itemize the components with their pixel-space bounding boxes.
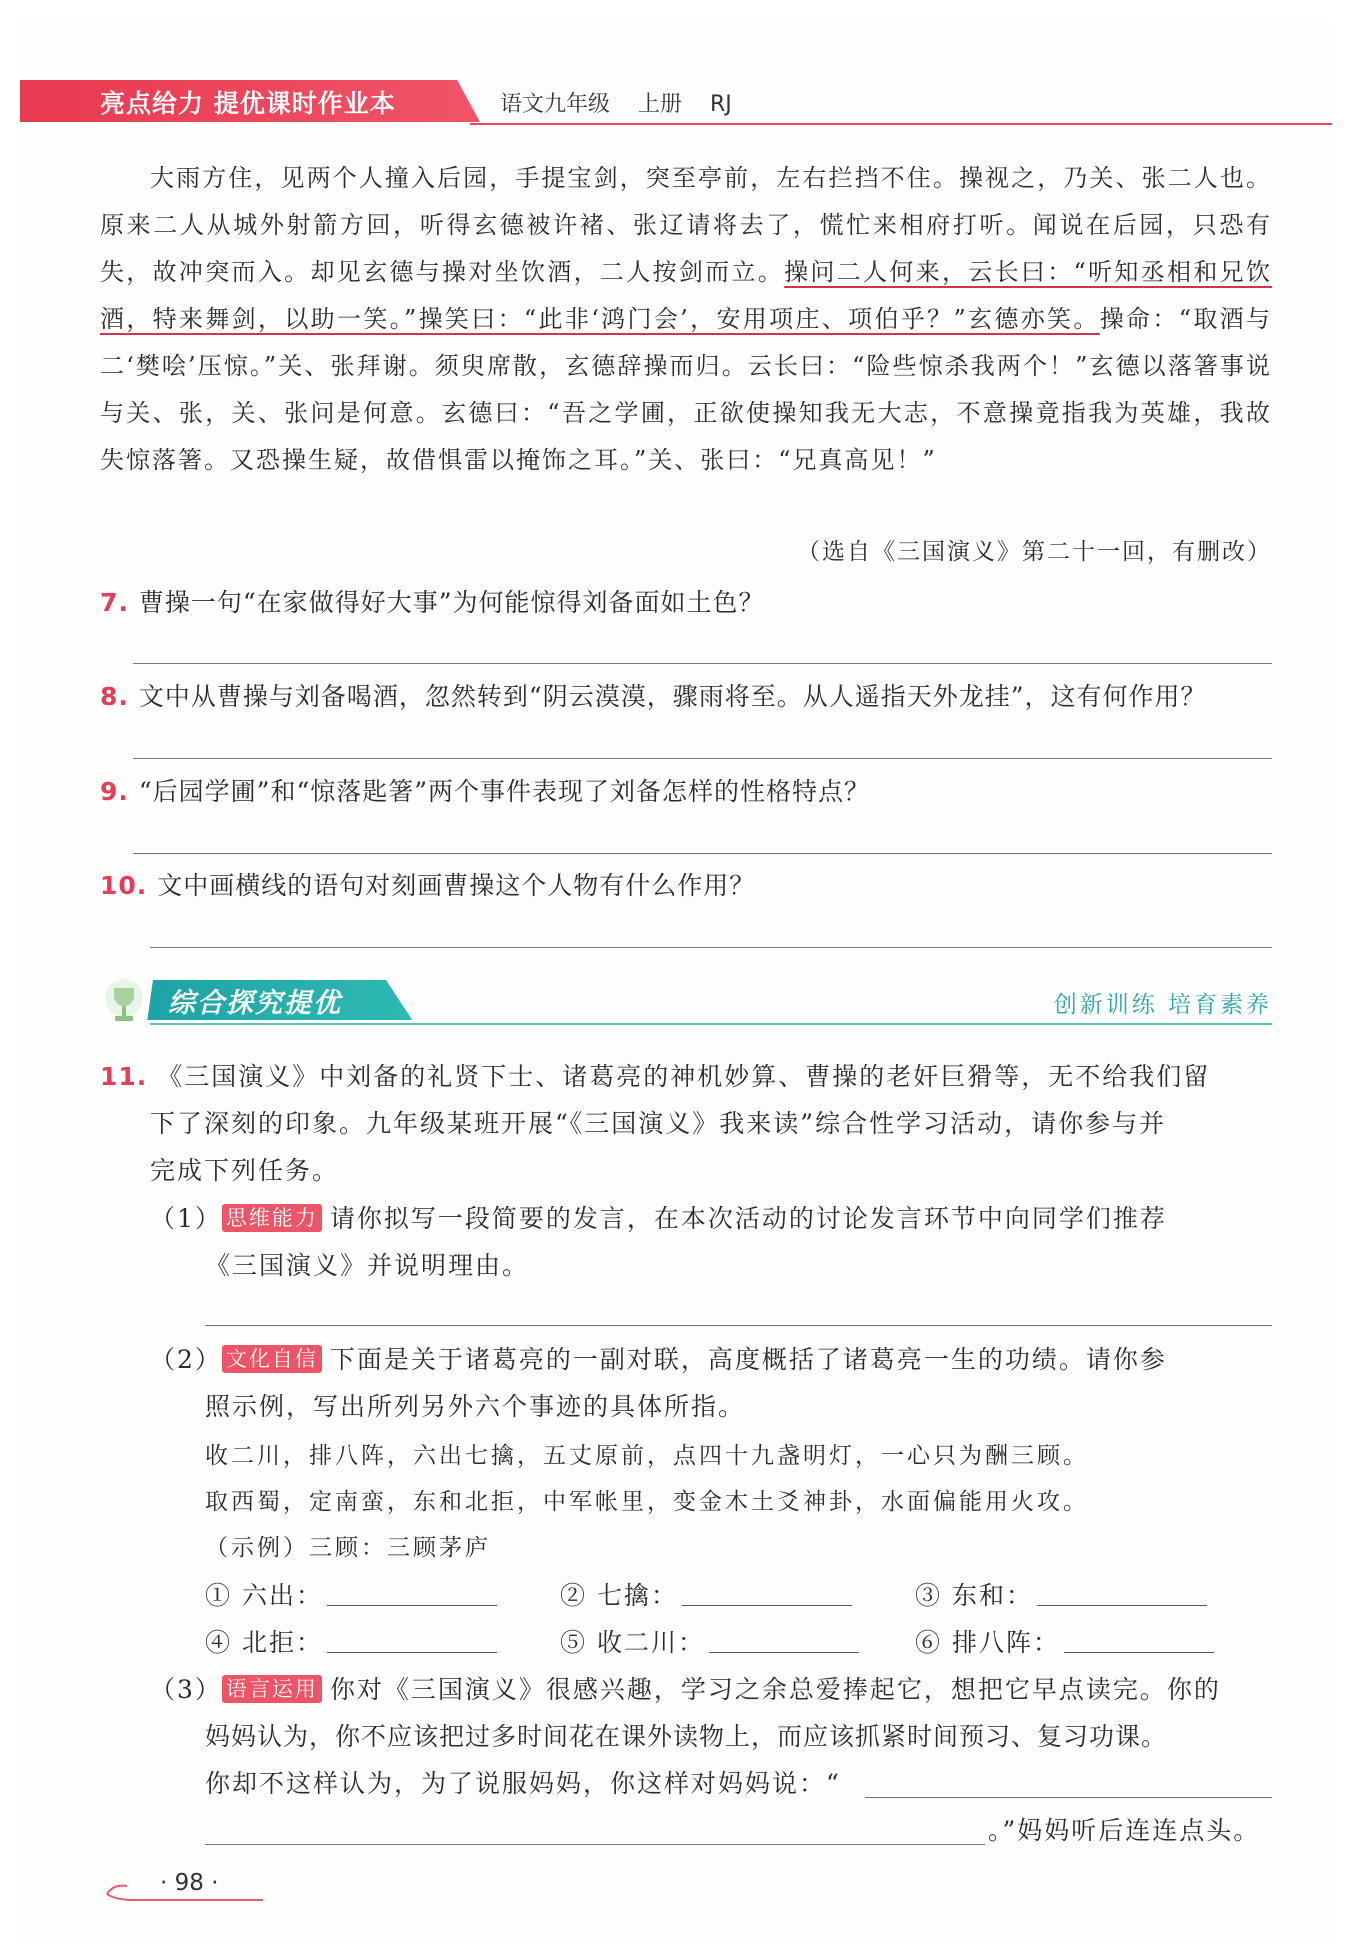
fill-blank[interactable] [682,1583,852,1606]
section-rule [150,1023,1272,1025]
item-2 [560,1576,852,1612]
couplet-line-1: 收二川，排八阵，六出七擒，五丈原前，点四十九盏明灯，一心只为酬三顾。 [205,1443,1089,1469]
item-3 [915,1576,1207,1612]
part-text: 下面是关于诸葛亮的一副对联，高度概括了诸葛亮一生的功绩。请你参 [329,1345,1167,1374]
answer-line-10[interactable] [150,947,1272,948]
skill-tag: 语言运用 [222,1675,322,1703]
answer-line-11-3b[interactable] [205,1844,985,1845]
item-label: ② 七擒： [560,1581,678,1610]
question-11 [100,1057,1210,1093]
passage-text: 大雨方住，见两个人撞入后园，手提宝剑，突至亭前，左右拦挡不住。操视之，乃关、张二人也。原来二人从城外射箭方回，听得玄德被许褚、张辽请将去了，慌忙来相府打听。闻说在后园，只恐有失，故冲突而入。却见玄德与操对坐饮酒，二人按剑而立。 [100,164,1272,286]
passage-text-end: 操命：“取酒与二‘樊哙’压惊。”关、张拜谢。须臾席散，玄德辞操而归。云长曰：“险些惊杀我两个！”玄德以落箸事说与关、张，关、张问是何意。玄德曰：“吾之学圃，正欲使操知我无大志，不意操竟指我为英雄，我故失惊落箸。又恐操生疑，故借惧雷以掩饰之耳。”关、张曰：“兄真高见！” [100,305,1272,474]
answer-line-11-1[interactable] [205,1325,1272,1326]
part-2-line2: 照示例，写出所列另外六个事迹的具体所指。 [205,1392,746,1421]
fill-blank[interactable] [1037,1583,1207,1606]
item-label: ① 六出： [205,1581,323,1610]
passage-source: （选自《三国演义》第二十一回，有删改） [797,539,1272,565]
question-text: 文中从曹操与刘备喝酒，忽然转到“阴云漠漠，骤雨将至。从人遥指天外龙挂”，这有何作用？ [138,682,1207,711]
item-label: ⑥ 排八阵： [915,1628,1060,1657]
question-text: 文中画横线的语句对刻画曹操这个人物有什么作用？ [157,871,756,900]
part-3-line3: 你却不这样认为，为了说服妈妈，你这样对妈妈说：“ [205,1769,841,1798]
item-4 [205,1623,497,1659]
answer-line-9[interactable] [133,853,1272,854]
header-subtitle: 语文九年级 上册 RJ [500,92,732,117]
fill-blank[interactable] [709,1630,859,1653]
question-number: 10. [100,871,148,900]
part-text: 请你拟写一段简要的发言，在本次活动的讨论发言环节中向同学们推荐 [329,1204,1167,1233]
part-label: （1） [150,1204,222,1233]
question-text: 曹操一句“在家做得好大事”为何能惊得刘备面如土色？ [138,588,765,617]
question-7 [100,583,764,619]
couplet-line-2: 取西蜀，定南蛮，东和北拒，中军帐里，变金木土爻神卦，水面偏能用火攻。 [205,1489,1089,1515]
section-slogan: 创新训练 培育素养 [1053,992,1272,1018]
fill-blank[interactable] [1064,1630,1214,1653]
fill-blank[interactable] [327,1630,497,1653]
part-label: （3） [150,1675,222,1704]
question-11-line3: 完成下列任务。 [150,1156,340,1185]
question-number: 9. [100,777,129,806]
part-2 [150,1340,1167,1376]
header-rule [470,123,1332,125]
part-text: 你对《三国演义》很感兴趣，学习之余总爱捧起它，想把它早点读完。你的 [329,1675,1221,1704]
part-3-line2: 妈妈认为，你不应该把过多时间花在课外读物上，而应该抓紧时间预习、复习功课。 [205,1722,1168,1751]
question-number: 11. [100,1062,148,1091]
part-1 [150,1199,1167,1235]
question-text: 《三国演义》中刘备的礼贤下士、诸葛亮的神机妙算、曹操的老奸巨猾等，无不给我们留 [157,1062,1211,1091]
question-11-line2: 下了深刻的印象。九年级某班开展“《三国演义》我来读”综合性学习活动，请你参与并 [150,1109,1167,1138]
item-5 [560,1623,859,1659]
page-number: · 98 · [160,1870,219,1896]
part-label: （2） [150,1345,222,1374]
question-10 [100,866,755,902]
section-title: 综合探究提优 [168,988,342,1019]
part-3-ending: 。”妈妈听后连连点头。 [988,1816,1261,1845]
question-8 [100,677,1206,713]
question-9 [100,772,870,808]
example: （示例）三顾：三顾茅庐 [205,1535,491,1561]
item-label: ⑤ 收二川： [560,1628,705,1657]
question-number: 7. [100,588,129,617]
item-label: ③ 东和： [915,1581,1033,1610]
item-label: ④ 北拒： [205,1628,323,1657]
item-6 [915,1623,1214,1659]
answer-line-8[interactable] [133,758,1272,759]
passage-underlined-text: 操问二人何来，云长曰：“听知丞相和兄饮酒，特来舞剑，以助一笑。”操笑曰：“此非‘鸿门会’，安用项庄、项伯乎？”玄德亦笑。 [100,258,1272,333]
header-brand: 亮点给力 提优课时作业本 [100,89,396,118]
trophy-icon [100,978,148,1028]
reading-passage [100,155,1272,484]
item-1 [205,1576,497,1612]
fill-blank[interactable] [327,1583,497,1606]
answer-line-11-3a[interactable] [865,1797,1272,1798]
skill-tag: 文化自信 [222,1345,322,1373]
skill-tag: 思维能力 [222,1204,322,1232]
part-1-line2: 《三国演义》并说明理由。 [205,1251,530,1280]
part-3 [150,1670,1221,1706]
question-text: “后园学圃”和“惊落匙箸”两个事件表现了刘备怎样的性格特点？ [138,777,871,806]
question-number: 8. [100,682,129,711]
answer-line-7[interactable] [133,663,1272,664]
